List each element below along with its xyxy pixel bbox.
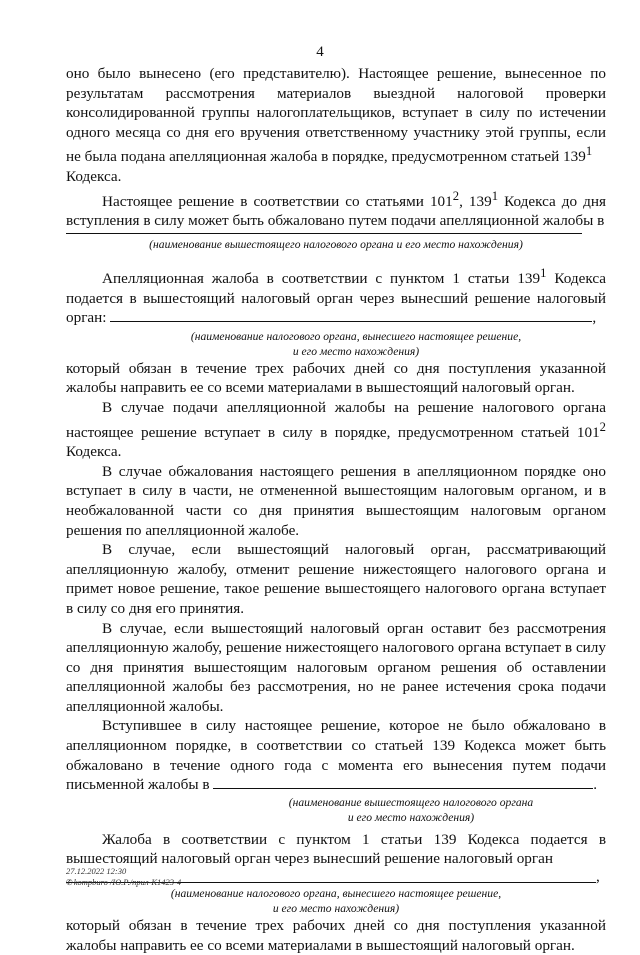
paragraph-left-without-review: В случае, если вышестоящий налоговый орган оставит без рассмотрения апелляционную жалобу, решение нижестоящего налогового органа вступает в силу со дня принятия вышестоящим налоговым органом решения об оставлении апелляционной жалобы без рассмотрения, но не ранее истечения срока подачи апелляционной жалобы. bbox=[66, 619, 606, 715]
document-body bbox=[66, 64, 606, 955]
caption-issuing-authority-2-line1: (наименование налогового органа, вынесшего настоящее решение, bbox=[170, 887, 502, 901]
caption-higher-authority-2-line2: и его место нахождения) bbox=[347, 810, 475, 824]
file-path-row bbox=[66, 877, 181, 889]
consultant-logo-icon: ✆ bbox=[66, 877, 73, 887]
caption-issuing-authority-line1: (наименование налогового органа, вынесшего настоящее решение, bbox=[190, 329, 522, 343]
blank-line-higher-authority-2 bbox=[213, 776, 593, 789]
blank-line-higher-authority bbox=[66, 233, 582, 234]
caption-higher-authority: (наименование вышестоящего налогового органа и его место нахождения) bbox=[149, 237, 523, 251]
paragraph-forward-obligation: который обязан в течение трех рабочих дней со дня поступления указанной жалобы направить ее со всеми материалами в вышестоящий налоговый орган. bbox=[66, 359, 606, 397]
paragraph-appeal-procedure: Апелляционная жалоба в соответствии с пунктом 1 статьи $139^1$ Кодекса подается в вышестоящий налоговый орган через вынесший решение налоговый орган: , bbox=[66, 265, 607, 327]
print-footer bbox=[66, 866, 181, 888]
paragraph-appeal-within-year: Вступившее в силу настоящее решение, которое не было обжаловано в апелляционном порядке, в соответствии со статьей 139 Кодекса может быть обжаловано в течение одного года с момента его вынесения путем подачи письменной жалобы в . bbox=[66, 717, 606, 794]
paragraph-new-decision: В случае, если вышестоящий налоговый орган, рассматривающий апелляционную жалобу, отменит решение нижестоящего налогового органа и примет новое решение, такое решение вышестоящего налогового органа вступает в силу со дня его принятия. bbox=[66, 541, 606, 617]
paragraph-entry-into-force: оно было вынесено (его представителю). Настоящее решение, вынесенное по результатам рассмотрения материалов выездной налоговой проверки консолидированной группы налогоплательщиков, вступает в силу по истечении одного месяца со дня его вручения ответственному участнику этой группы, если не была подана апелляционная жалоба в порядке, предусмотренном статьей $139^1$ Кодекса. bbox=[66, 65, 606, 186]
paragraph-complaint-procedure: Жалоба в соответствии с пунктом 1 статьи 139 Кодекса подается в вышестоящий налоговый орган через вынесший решение налоговый орган bbox=[66, 830, 606, 868]
print-timestamp: 27.12.2022 12:30 bbox=[66, 866, 127, 876]
caption-issuing-authority-2-line2: и его место нахождения) bbox=[272, 902, 400, 916]
caption-higher-authority-2-line1: (наименование вышестоящего налогового органа bbox=[288, 795, 534, 809]
paragraph-partial-force: В случае обжалования настоящего решения в апелляционном порядке оно вступает в силу в части, не отмененной вышестоящим налоговым органом, и в необжалованной части со дня принятия вышестоящим налоговым органом решения по апелляционной жалобе. bbox=[66, 462, 606, 539]
file-path: kompburo /Ю.Р./прил-К1423-4 bbox=[73, 876, 182, 887]
paragraph-appeal-before-force: Настоящее решение в соответствии со статьями $101^2$, $139^1$ Кодекса до дня вступления в силу может быть обжаловано путем подачи апелляционной жалобы в bbox=[66, 188, 607, 230]
blank-line-issuing-authority-2-row: , bbox=[66, 871, 606, 883]
caption-issuing-authority-line2: и его место нахождения) bbox=[292, 344, 420, 358]
blank-line-issuing-authority bbox=[110, 309, 592, 322]
paragraph-appeal-filed: В случае подачи апелляционной жалобы на решение налогового органа настоящее решение вступает в силу в порядке, предусмотренном статьей $101^2$ Кодекса. bbox=[66, 398, 606, 461]
paragraph-forward-obligation-2: который обязан в течение трех рабочих дней со дня поступления указанной жалобы направить ее со всеми материалами в вышестоящий налоговый орган. bbox=[66, 917, 606, 954]
page-number: 4 bbox=[316, 44, 324, 60]
